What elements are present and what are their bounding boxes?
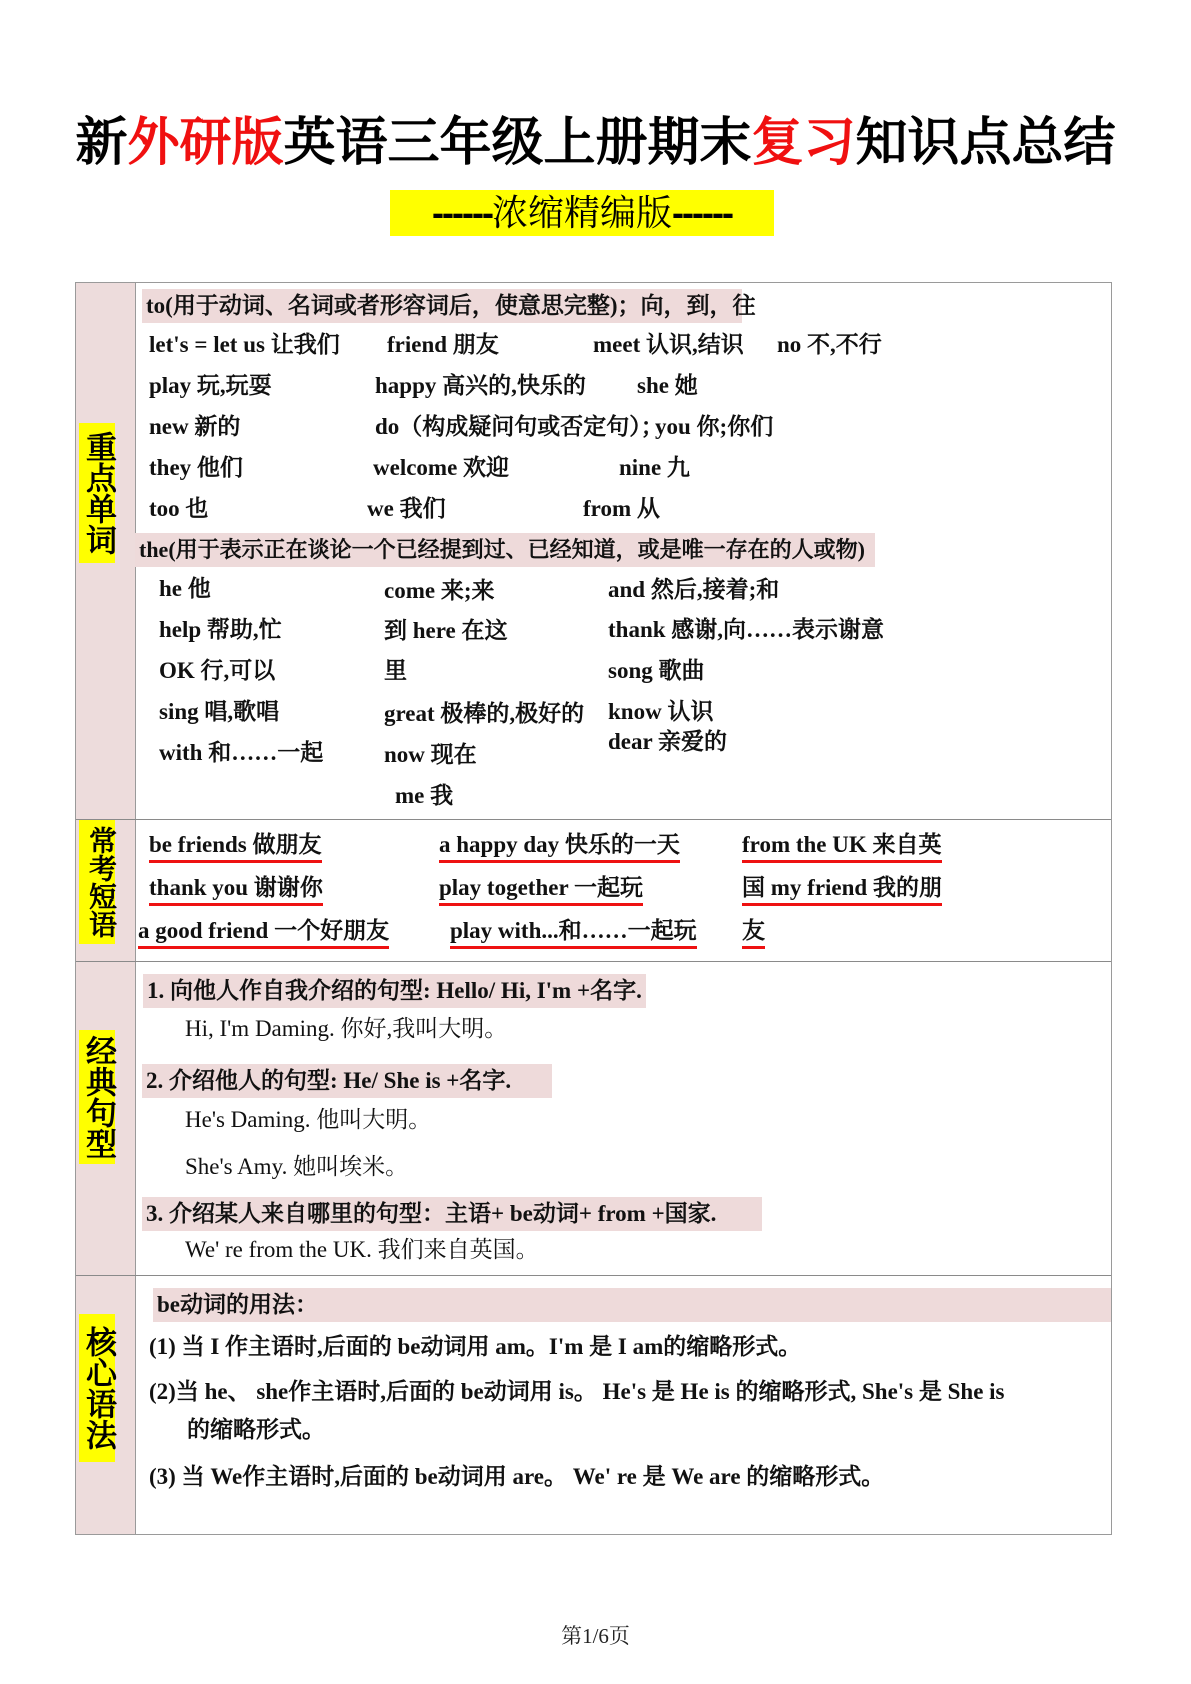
section-vocab (76, 283, 1111, 820)
section-label-vocab: 重点单词 (79, 423, 115, 563)
phrase-item: thank you 谢谢你 (149, 873, 323, 906)
vocab-item: new 新的 (149, 414, 241, 439)
grammar-rule: (2)当 he、 she作主语时,后面的 be动词用 is。 He's 是 He is 的缩略形式, She's 是 She is (149, 1379, 1005, 1404)
vocab-item: come 来;来 (384, 578, 495, 603)
knowledge-table (75, 282, 1112, 1535)
vocab-item: now 现在 (384, 742, 477, 767)
vocab-item: me 我 (395, 783, 454, 808)
title-part-highlight: 外研版 (127, 114, 284, 172)
page-indicator: 第1/6页 (561, 1624, 630, 1648)
vocab-content (137, 283, 1111, 819)
vocab-item: OK 行,可以 (159, 658, 276, 683)
vocab-item: she 她 (637, 373, 698, 398)
label-column (76, 283, 136, 819)
page-title (0, 100, 1191, 175)
subtitle-banner (390, 190, 774, 236)
vocab-item: sing 唱,歌唱 (159, 699, 280, 724)
section-sentences (76, 962, 1111, 1276)
vocab-item: he 他 (159, 576, 211, 601)
grammar-rule: (1) 当 I 作主语时,后面的 be动词用 am。I'm 是 I am的缩略形式。 (149, 1334, 802, 1359)
grammar-rule: (3) 当 We作主语时,后面的 be动词用 are。 We' re 是 We are 的缩略形式。 (149, 1464, 885, 1489)
phrase-item: play together 一起玩 (439, 873, 643, 906)
vocab-item: with 和……一起 (159, 740, 324, 765)
vocab-item: 里 (384, 658, 407, 683)
vocab-item: know 认识 (608, 699, 714, 724)
label-column (76, 820, 136, 961)
section-grammar (76, 1276, 1111, 1534)
vocab-item: dear 亲爱的 (608, 729, 728, 754)
phrase-item: 友 (742, 916, 765, 949)
vocab-item: from 从 (583, 496, 660, 521)
vocab-item: they 他们 (149, 455, 243, 480)
subtitle-dash-right: ------ (672, 192, 732, 233)
label-column (76, 1276, 136, 1534)
vocab-header-to: to(用于动词、名词或者形容词后，使意思完整)；向，到，往 (142, 289, 742, 323)
vocab-item: song 歌曲 (608, 658, 705, 683)
vocab-item: you 你;你们 (655, 414, 774, 439)
sentence-example: He's Daming. 他叫大明。 (185, 1107, 432, 1132)
phrase-item: from the UK 来自英 (742, 830, 942, 863)
section-label-grammar: 核心语法 (79, 1314, 115, 1462)
grammar-rule-continued: 的缩略形式。 (187, 1417, 325, 1442)
sentence-example: We' re from the UK. 我们来自英国。 (185, 1237, 539, 1262)
vocab-item: help 帮助,忙 (159, 617, 282, 642)
vocab-item: we 我们 (367, 496, 446, 521)
label-column (76, 962, 136, 1275)
grammar-heading: be动词的用法： (153, 1288, 1111, 1322)
title-part: 知识点总结 (855, 114, 1116, 172)
vocab-item: too 也 (149, 496, 209, 521)
sentence-pattern: 3. 介绍某人来自哪里的句型：主语+ be动词+ from +国家. (142, 1197, 762, 1231)
sentence-pattern: 1. 向他人作自我介绍的句型: Hello/ Hi, I'm +名字. (143, 974, 646, 1008)
phrase-item: be friends 做朋友 (149, 830, 322, 863)
sentence-example: Hi, I'm Daming. 你好,我叫大明。 (185, 1016, 508, 1041)
phrase-item: a good friend 一个好朋友 (138, 916, 389, 949)
subtitle-dash-left: ------ (432, 192, 492, 233)
vocab-item: 到 here 在这 (384, 618, 508, 643)
title-part: 新 (75, 114, 128, 172)
vocab-item: friend 朋友 (387, 332, 499, 357)
vocab-item: and 然后,接着;和 (608, 577, 780, 602)
subtitle-text: 浓缩精编版 (491, 192, 672, 233)
section-label-phrases: 常考短语 (79, 820, 115, 944)
vocab-item: play 玩,玩耍 (149, 373, 272, 398)
vocab-item: do（构成疑问句或否定句）； (375, 414, 664, 439)
sentences-content (137, 962, 1111, 1275)
section-phrases (76, 820, 1111, 962)
title-part-highlight: 复习 (751, 114, 856, 172)
phrase-item: play with...和……一起玩 (450, 916, 697, 949)
grammar-content (137, 1276, 1111, 1534)
vocab-header-the: the(用于表示正在谈论一个已经提到过、已经知道，或是唯一存在的人或物) (135, 533, 875, 567)
phrase-item: a happy day 快乐的一天 (439, 830, 680, 863)
vocab-item: thank 感谢,向……表示谢意 (608, 617, 885, 642)
vocab-item: welcome 欢迎 (373, 455, 510, 480)
phrase-item: 国 my friend 我的朋 (742, 873, 942, 906)
section-label-sentences: 经典句型 (79, 1030, 115, 1164)
vocab-item: nine 九 (619, 455, 690, 480)
sentence-pattern: 2. 介绍他人的句型: He/ She is +名字. (142, 1064, 552, 1098)
vocab-item: no 不,不行 (777, 332, 882, 357)
sentence-example: She's Amy. 她叫埃米。 (185, 1154, 409, 1179)
vocab-item: happy 高兴的,快乐的 (375, 373, 586, 398)
vocab-item: meet 认识,结识 (593, 332, 744, 357)
vocab-item: great 极棒的,极好的 (384, 701, 585, 726)
phrases-content (137, 820, 1111, 961)
vocab-item: let's = let us 让我们 (149, 332, 340, 357)
title-part: 英语三年级上册期末 (283, 114, 752, 172)
